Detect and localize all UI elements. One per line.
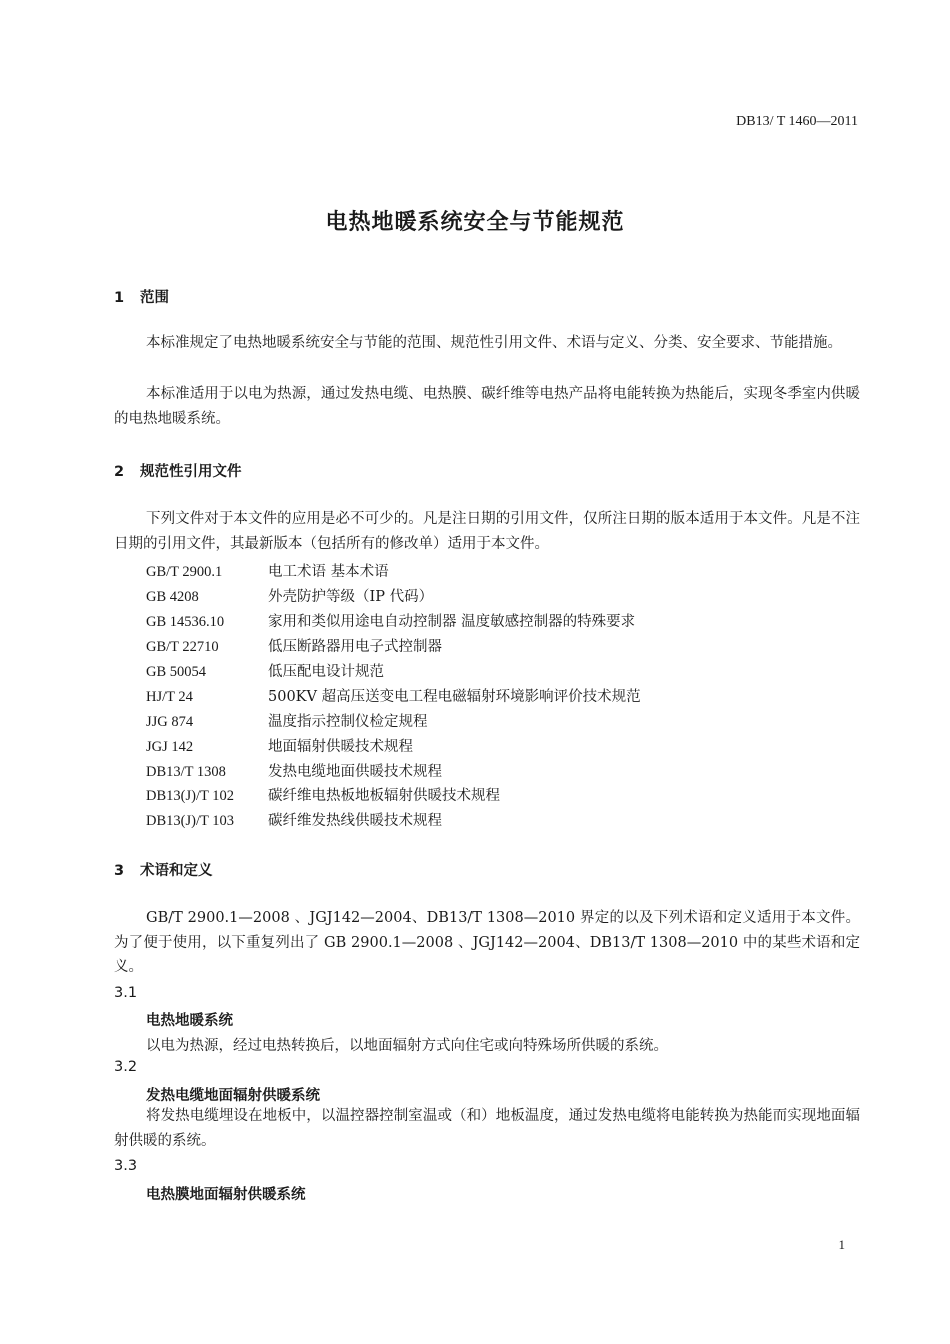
section-2-intro: 下列文件对于本文件的应用是必不可少的。凡是注日期的引用文件，仅所注日期的版本适用于本文件。凡是不注日期的引用文件，其最新版本（包括所有的修改单）适用于本文件。 bbox=[114, 511, 860, 552]
section-title: 术语和定义 bbox=[140, 863, 213, 879]
reference-title: 低压断路器用电子式控制器 bbox=[268, 639, 442, 655]
reference-code: HJ/T 24 bbox=[146, 689, 193, 705]
reference-code: DB13(J)/T 103 bbox=[146, 813, 234, 829]
reference-title: 低压配电设计规范 bbox=[268, 664, 384, 680]
standard-number: DB13/ T 1460—2011 bbox=[736, 114, 858, 129]
term-definition: 以电为热源，经过电热转换后，以地面辐射方式向住宅或向特殊场所供暖的系统。 bbox=[146, 1038, 668, 1054]
reference-title: 碳纤维发热线供暖技术规程 bbox=[268, 813, 442, 829]
reference-item bbox=[146, 735, 413, 756]
page-number: 1 bbox=[838, 1237, 845, 1252]
reference-code: GB 14536.10 bbox=[146, 614, 225, 630]
reference-code: GB/T 22710 bbox=[146, 639, 219, 655]
term-number: 3.3 bbox=[114, 1158, 138, 1174]
term-definition: 将发热电缆埋设在地板中，以温控器控制室温或（和）地板温度，通过发热电缆将电能转换为热能而实现地面辐射供暖的系统。 bbox=[114, 1108, 860, 1149]
section-3-heading bbox=[114, 859, 213, 880]
reference-item bbox=[146, 809, 442, 830]
reference-item bbox=[146, 635, 442, 656]
reference-item bbox=[146, 685, 641, 706]
document-title: 电热地暖系统安全与节能规范 bbox=[325, 210, 625, 235]
section-2-heading bbox=[114, 460, 242, 481]
section-title: 范围 bbox=[140, 290, 169, 306]
section-number: 3 bbox=[114, 863, 125, 879]
reference-code: DB13(J)/T 102 bbox=[146, 788, 234, 804]
section-1-paragraph: 本标准适用于以电为热源，通过发热电缆、电热膜、碳纤维等电热产品将电能转换为热能后，实现冬季室内供暖的电热地暖系统。 bbox=[114, 386, 860, 427]
term-name: 电热膜地面辐射供暖系统 bbox=[146, 1187, 306, 1203]
reference-code: GB/T 2900.1 bbox=[146, 564, 223, 580]
reference-title: 家用和类似用途电自动控制器 温度敏感控制器的特殊要求 bbox=[268, 614, 636, 630]
reference-item bbox=[146, 784, 500, 805]
section-1-heading bbox=[114, 286, 169, 307]
section-number: 1 bbox=[114, 290, 125, 306]
section-number: 2 bbox=[114, 464, 125, 480]
section-3-intro: GB/T 2900.1—2008 、JGJ142—2004、DB13/T 1308—2010 界定的以及下列术语和定义适用于本文件。为了便于使用，以下重复列出了 GB 2900.1—2008 、JGJ142—2004、DB13/T 1308—2010 中的某些术语和定义。 bbox=[114, 910, 860, 975]
reference-item bbox=[146, 710, 428, 731]
reference-code: JGJ 142 bbox=[146, 739, 194, 755]
reference-item bbox=[146, 610, 635, 631]
section-title: 规范性引用文件 bbox=[140, 464, 242, 480]
reference-code: JJG 874 bbox=[146, 714, 194, 730]
reference-title: 地面辐射供暖技术规程 bbox=[268, 739, 413, 755]
reference-item bbox=[146, 660, 384, 681]
section-1-paragraph: 本标准规定了电热地暖系统安全与节能的范围、规范性引用文件、术语与定义、分类、安全要求、节能措施。 bbox=[146, 335, 842, 351]
term-name: 发热电缆地面辐射供暖系统 bbox=[146, 1088, 320, 1104]
reference-code: GB 50054 bbox=[146, 664, 207, 680]
term-name: 电热地暖系统 bbox=[146, 1013, 233, 1029]
reference-title: 电工术语 基本术语 bbox=[268, 564, 389, 580]
reference-code: DB13/T 1308 bbox=[146, 764, 226, 780]
reference-title: 发热电缆地面供暖技术规程 bbox=[268, 764, 442, 780]
reference-item bbox=[146, 560, 389, 581]
reference-item bbox=[146, 585, 433, 606]
reference-title: 外壳防护等级（IP 代码） bbox=[268, 589, 434, 605]
term-number: 3.2 bbox=[114, 1059, 138, 1075]
term-number: 3.1 bbox=[114, 985, 138, 1001]
reference-title: 500KV 超高压送变电工程电磁辐射环境影响评价技术规范 bbox=[268, 689, 641, 705]
reference-title: 温度指示控制仪检定规程 bbox=[268, 714, 428, 730]
reference-title: 碳纤维电热板地板辐射供暖技术规程 bbox=[268, 788, 500, 804]
reference-item bbox=[146, 760, 442, 781]
reference-code: GB 4208 bbox=[146, 589, 199, 605]
